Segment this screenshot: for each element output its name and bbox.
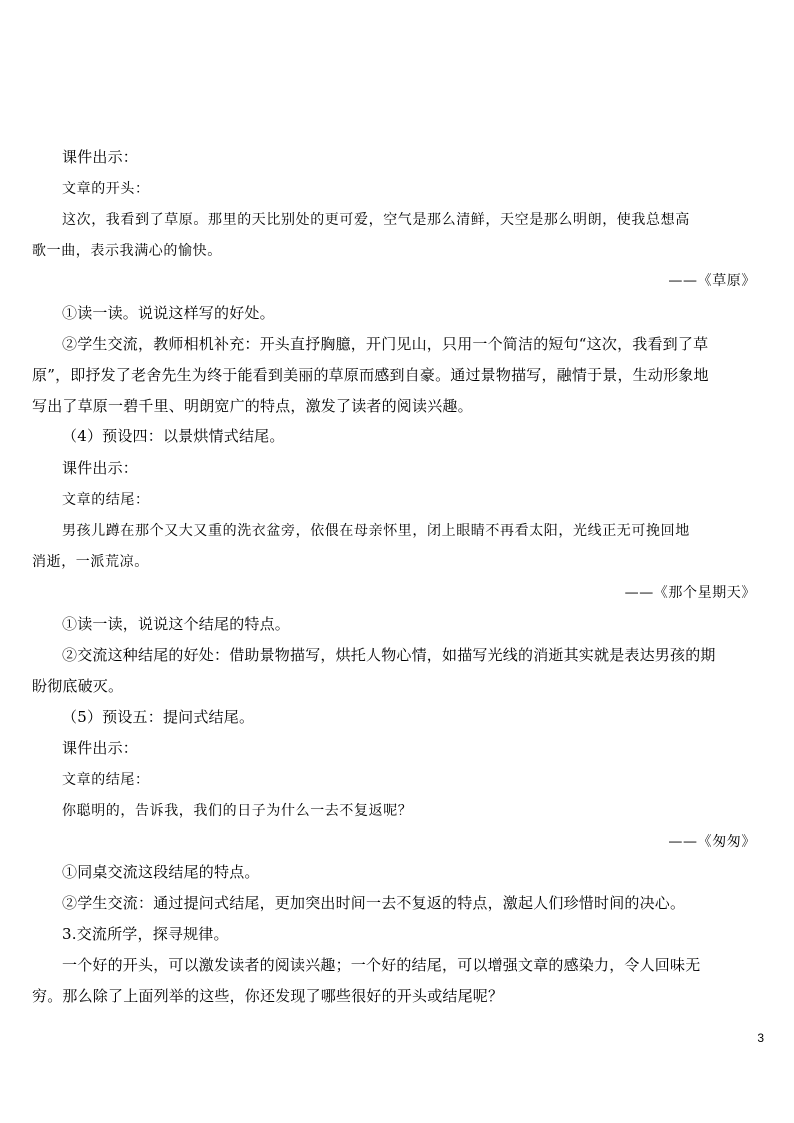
excerpt-text: 消逝，一派荒凉。 <box>32 554 149 570</box>
excerpt-heading: 文章的结尾： <box>62 772 150 788</box>
courseware-label: 课件出示： <box>62 739 139 757</box>
excerpt-text: 歌一曲，表示我满心的愉快。 <box>32 243 222 259</box>
paragraph: ②学生交流：通过提问式结尾，更加突出时间一去不复返的特点，激起人们珍惜时间的决心。 <box>62 894 686 912</box>
excerpt-heading: 文章的开头： <box>62 181 150 197</box>
page-number: 3 <box>757 1031 764 1045</box>
source-attribution: ——《那个星期天》 <box>624 585 756 601</box>
excerpt-text: 男孩儿蹲在那个又大又重的洗衣盆旁，依偎在母亲怀里，闭上眼睛不再看太阳，光线正无可挽回地 <box>62 523 690 539</box>
paragraph: 穷。那么除了上面列举的这些，你还发现了哪些很好的开头或结尾呢？ <box>32 987 504 1005</box>
section-heading: 3.交流所学，探寻规律。 <box>62 925 229 943</box>
excerpt-text: 你聪明的，告诉我，我们的日子为什么一去不复返呢？ <box>62 803 413 819</box>
paragraph: ②学生交流，教师相机补充：开头直抒胸臆，开门见山，只用一个简洁的短句“这次，我看到了草 <box>62 335 709 353</box>
source-attribution: ——《草原》 <box>668 273 756 289</box>
paragraph: 原”，即抒发了老舍先生为终于能看到美丽的草原而感到自豪。通过景物描写，融情于景，生动形象地 <box>32 366 709 384</box>
section-heading: （5）预设五：提问式结尾。 <box>62 708 255 726</box>
paragraph: ①读一读。说说这样写的好处。 <box>62 304 275 322</box>
paragraph: 写出了草原一碧千里、明朗宽广的特点，激发了读者的阅读兴趣。 <box>32 397 473 415</box>
paragraph: 一个好的开头，可以激发读者的阅读兴趣；一个好的结尾，可以增强文章的感染力，令人回味无 <box>62 956 701 974</box>
section-heading: （4）预设四：以景烘情式结尾。 <box>62 427 285 445</box>
excerpt-text: 这次，我看到了草原。那里的天比别处的更可爱，空气是那么清鲜，天空是那么明朗，使我总想高 <box>62 212 690 228</box>
courseware-label: 课件出示： <box>62 459 139 477</box>
paragraph: ①读一读，说说这个结尾的特点。 <box>62 615 291 633</box>
source-attribution: ——《匆匆》 <box>668 834 756 850</box>
excerpt-heading: 文章的结尾： <box>62 492 150 508</box>
paragraph: ①同桌交流这段结尾的特点。 <box>62 863 260 881</box>
courseware-label: 课件出示： <box>62 148 139 166</box>
paragraph: 盼彻底破灭。 <box>32 677 124 695</box>
paragraph: ②交流这种结尾的好处：借助景物描写，烘托人物心情，如描写光线的消逝其实就是表达男孩的期 <box>62 646 716 664</box>
